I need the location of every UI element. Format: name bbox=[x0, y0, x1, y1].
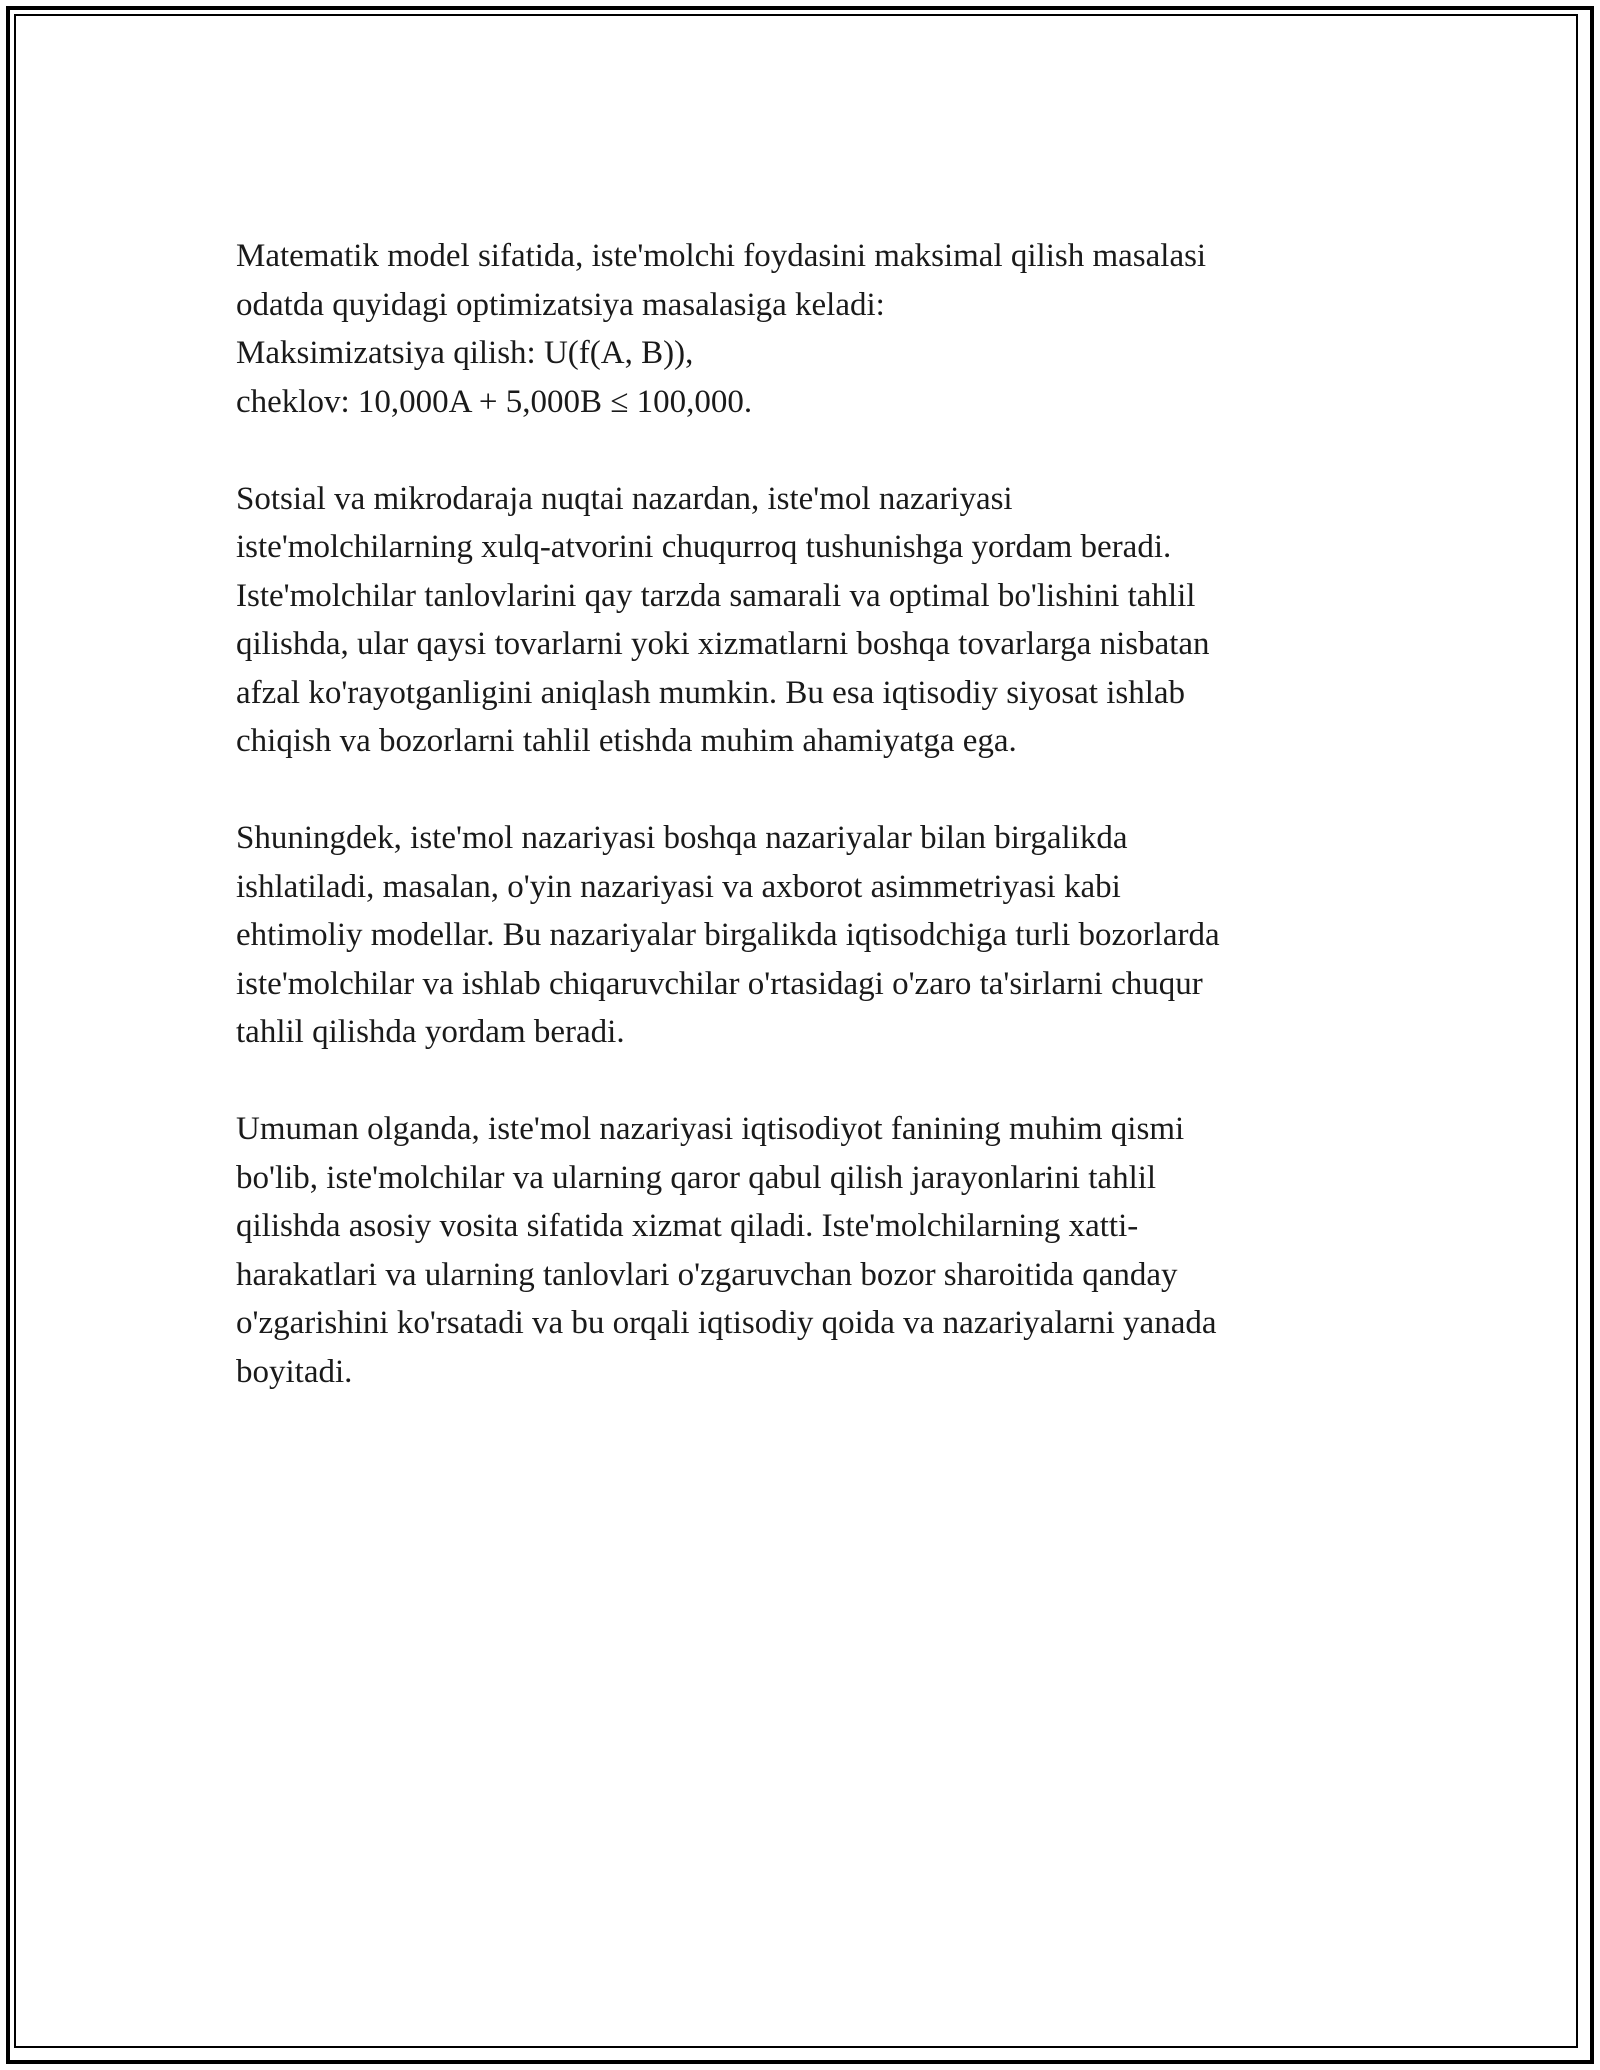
text-line: ishlatiladi, masalan, o'yin nazariyasi va axborot asimmetriyasi kabi bbox=[236, 868, 1121, 905]
text-line: harakatlari va ularning tanlovlari o'zgaruvchan bozor sharoitida qanday bbox=[236, 1256, 1178, 1293]
text-line: bo'lib, iste'molchilar va ularning qaror qabul qilish jarayonlarini tahlil bbox=[236, 1159, 1157, 1196]
text-line: Iste'molchilar tanlovlarini qay tarzda samarali va optimal bo'lishini tahlil bbox=[236, 577, 1196, 614]
text-line: ehtimoliy modellar. Bu nazariyalar birgalikda iqtisodchiga turli bozorlarda bbox=[236, 917, 1220, 953]
paragraph-optimization-model bbox=[236, 232, 1356, 426]
paragraph-other-theories bbox=[236, 814, 1356, 1057]
text-line: Sotsial va mikrodaraja nuqtai nazardan, iste'mol nazariyasi bbox=[236, 480, 1013, 517]
text-line: tahlil qilishda yordam beradi. bbox=[236, 1014, 625, 1050]
text-line: Matematik model sifatida, iste'molchi foydasini maksimal qilish masalasi bbox=[236, 238, 1207, 274]
text-line: iste'molchilarning xulq-atvorini chuqurroq tushunishga yordam beradi. bbox=[236, 529, 1172, 565]
text-line: Maksimizatsiya qilish: U(f(A, B)), bbox=[236, 335, 694, 371]
text-line: afzal ko'rayotganligini aniqlash mumkin. Bu esa iqtisodiy siyosat ishlab bbox=[236, 674, 1186, 711]
paragraph-conclusion bbox=[236, 1105, 1356, 1396]
text-line: boyitadi. bbox=[236, 1353, 353, 1390]
text-line: iste'molchilar va ishlab chiqaruvchilar o'rtasidagi o'zaro ta'sirlarni chuqur bbox=[236, 965, 1203, 1002]
text-line: Shuningdek, iste'mol nazariyasi boshqa nazariyalar bilan birgalikda bbox=[236, 820, 1128, 856]
text-line: chiqish va bozorlarni tahlil etishda muhim ahamiyatga ega. bbox=[236, 723, 1017, 759]
paragraph-social-micro-level bbox=[236, 475, 1356, 766]
text-line: o'zgarishini ko'rsatadi va bu orqali iqtisodiy qoida va nazariyalarni yanada bbox=[236, 1305, 1217, 1341]
document-body bbox=[236, 232, 1356, 1445]
text-line: cheklov: 10,000A + 5,000B ≤ 100,000. bbox=[236, 383, 753, 420]
text-line: qilishda, ular qaysi tovarlarni yoki xizmatlarni boshqa tovarlarga nisbatan bbox=[236, 626, 1210, 662]
text-line: qilishda asosiy vosita sifatida xizmat qiladi. Iste'molchilarning xatti- bbox=[236, 1208, 1139, 1244]
text-line: odatda quyidagi optimizatsiya masalasiga keladi: bbox=[236, 286, 885, 323]
text-line: Umuman olganda, iste'mol nazariyasi iqtisodiyot fanining muhim qismi bbox=[236, 1111, 1185, 1147]
